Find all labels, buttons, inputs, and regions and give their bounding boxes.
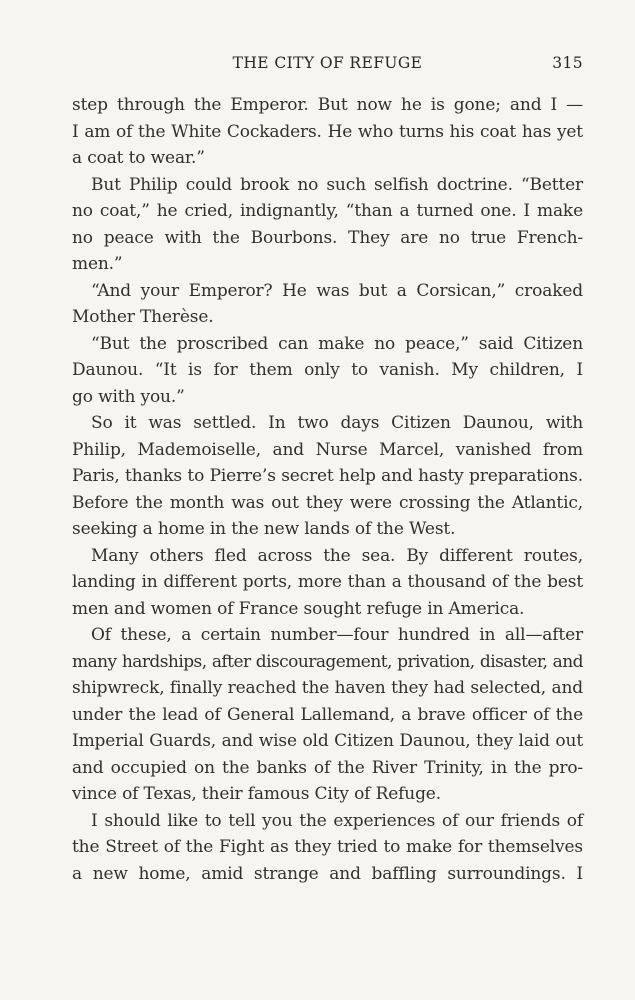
- text-line: Philip, Mademoiselle, and Nurse Marcel, vanished from: [72, 439, 583, 460]
- text-line: So it was settled. In two days Citizen Daunou, with: [91, 413, 583, 433]
- text-line: Paris, thanks to Pierre’s secret help and hasty preparations.: [72, 466, 583, 486]
- text-line: under the lead of General Lallemand, a brave officer of the: [72, 704, 583, 725]
- text-line: go with you.”: [72, 386, 185, 407]
- body-text: [72, 92, 583, 887]
- text-line: men.”: [72, 254, 123, 274]
- text-line: no peace with the Bourbons. They are no true French-: [72, 227, 583, 248]
- text-line: Mother Therèse.: [72, 307, 214, 327]
- text-line: Imperial Guards, and wise old Citizen Daunou, they laid out: [72, 731, 583, 751]
- text-line: and occupied on the banks of the River Trinity, in the pro-: [72, 757, 583, 778]
- text-line: men and women of France sought refuge in America.: [72, 598, 525, 619]
- text-line: Many others fled across the sea. By different routes,: [91, 545, 583, 566]
- text-line: I should like to tell you the experiences of our friends of: [91, 810, 583, 831]
- running-head: [72, 54, 583, 76]
- text-line: vince of Texas, their famous City of Refuge.: [72, 784, 441, 804]
- text-line: a coat to wear.”: [72, 148, 205, 168]
- text-line: Before the month was out they were crossing the Atlantic,: [72, 492, 583, 513]
- text-line: Daunou. “It is for them only to vanish. My children, I: [72, 360, 583, 380]
- text-line: step through the Emperor. But now he is gone; and I —: [72, 95, 583, 115]
- text-line: a new home, amid strange and baffling surroundings. I: [72, 863, 583, 884]
- text-line: Of these, a certain number—four hundred in all—after: [91, 625, 583, 645]
- text-line: the Street of the Fight as they tried to make for themselves: [72, 837, 583, 857]
- text-line: But Philip could brook no such selfish doctrine. “Better: [91, 174, 583, 195]
- text-line: “And your Emperor? He was but a Corsican,” croaked: [91, 280, 583, 301]
- running-title: THE CITY OF REFUGE: [232, 54, 423, 72]
- text-line: landing in different ports, more than a thousand of the best: [72, 572, 583, 592]
- page-number: 315: [552, 54, 583, 72]
- text-line: no coat,” he cried, indignantly, “than a turned one. I make: [72, 201, 583, 221]
- text-line: “But the proscribed can make no peace,” said Citizen: [91, 333, 583, 354]
- text-line: seeking a home in the new lands of the West.: [72, 519, 456, 539]
- text-line: many hardships, after discouragement, privation, disaster, and: [72, 651, 583, 672]
- text-line: I am of the White Cockaders. He who turns his coat has yet: [72, 121, 583, 142]
- text-line: shipwreck, finally reached the haven they had selected, and: [72, 678, 583, 698]
